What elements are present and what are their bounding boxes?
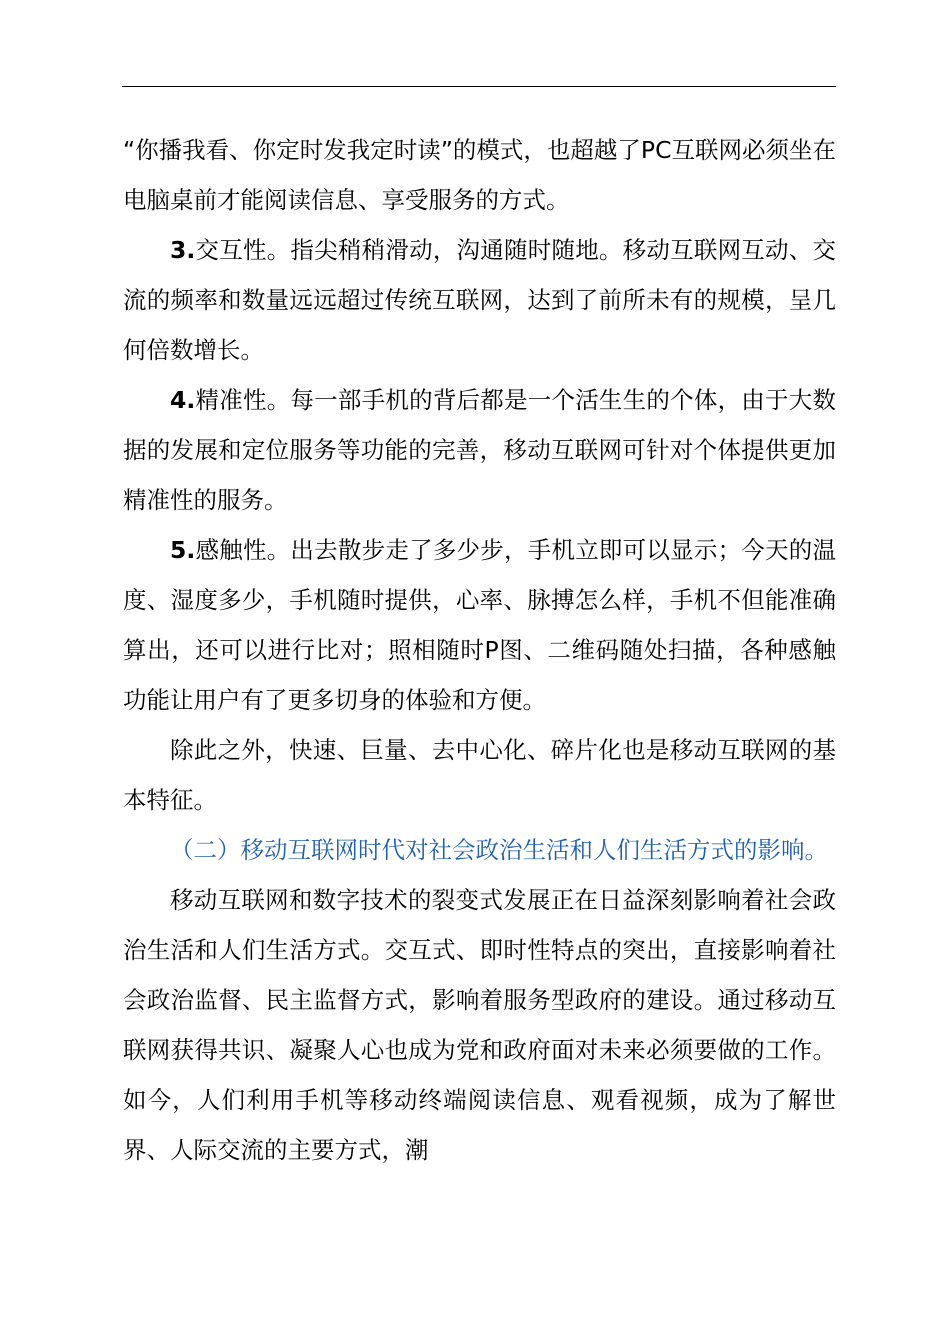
paragraph-text: 交互性。指尖稍稍滑动，沟通随时随地。移动互联网互动、交流的频率和数量远远超过传统互联网，达到了前所未有的规模，呈几何倍数增长。 [123, 236, 836, 364]
paragraph-precision [123, 375, 836, 525]
header-rule [122, 86, 836, 87]
paragraph-continuation: “你播我看、你定时发我定时读”的模式，也超越了PC互联网必须坐在电脑桌前才能阅读信息、享受服务的方式。 [123, 136, 836, 214]
item-number: 5. [170, 536, 196, 564]
item-number: 3. [170, 236, 196, 264]
paragraph-sensing [123, 525, 836, 725]
paragraph-interactivity [123, 225, 836, 375]
body-text [123, 125, 836, 1175]
paragraph-text: 精准性。每一部手机的背后都是一个活生生的个体，由于大数据的发展和定位服务等功能的完善，移动互联网可针对个体提供更加精准性的服务。 [123, 386, 836, 514]
paragraph-impact: 移动互联网和数字技术的裂变式发展正在日益深刻影响着社会政治生活和人们生活方式。交互式、即时性特点的突出，直接影响着社会政治监督、民主监督方式，影响着服务型政府的建设。通过移动互联网获得共识、凝聚人心也成为党和政府面对未来必须要做的工作。如今，人们利用手机等移动终端阅读信息、观看视频，成为了解世界、人际交流的主要方式，潮 [123, 886, 836, 1164]
item-number: 4. [170, 386, 196, 414]
paragraph-text: 感触性。出去散步走了多少步，手机立即可以显示；今天的温度、湿度多少，手机随时提供，心率、脉搏怎么样，手机不但能准确算出，还可以进行比对；照相随时P图、二维码随处扫描，各种感触功能让用户有了更多切身的体验和方便。 [123, 536, 836, 714]
section-heading: （二）移动互联网时代对社会政治生活和人们生活方式的影响。 [170, 836, 828, 864]
paragraph-other-features: 除此之外，快速、巨量、去中心化、碎片化也是移动互联网的基本特征。 [123, 736, 836, 814]
